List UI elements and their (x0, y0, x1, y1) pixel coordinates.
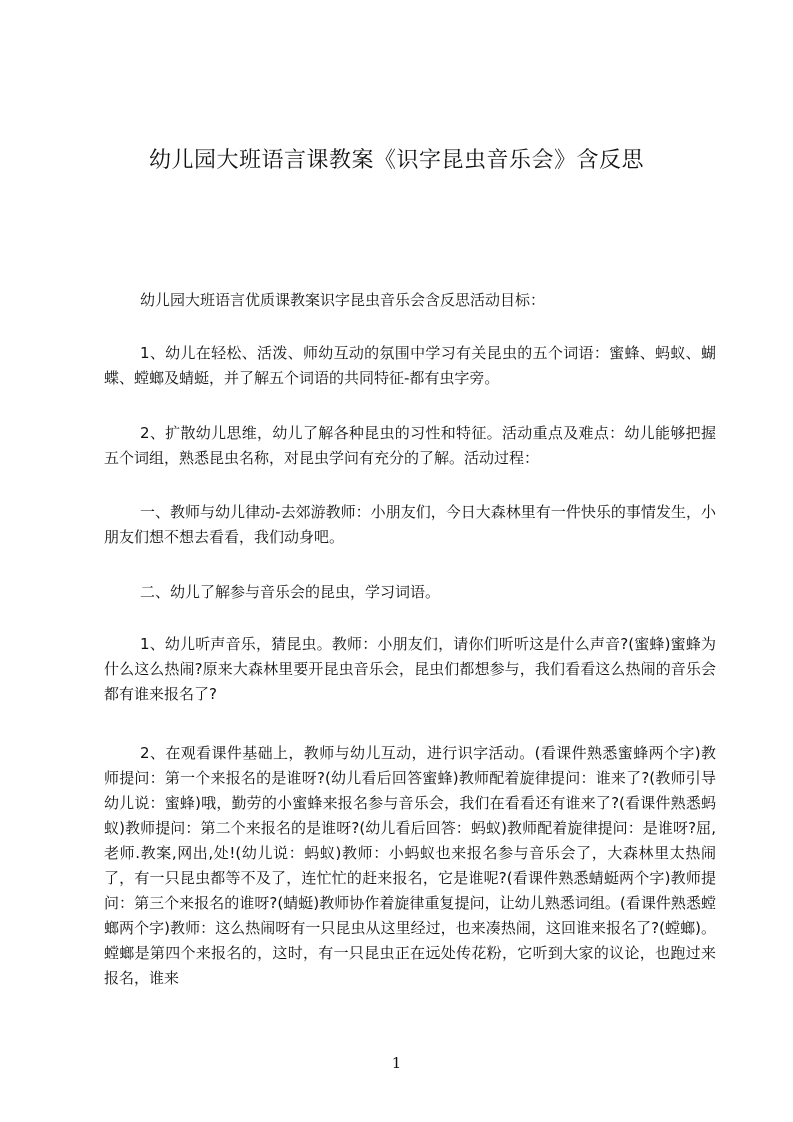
document-title: 幼儿园大班语言课教案《识字昆虫音乐会》含反思 (148, 148, 644, 173)
paragraph-step-2-2: 2、在观看课件基础上，教师与幼儿互动，进行识字活动。(看课件熟悉蜜蜂两个字)教师提问：第一个来报名的是谁呀?(幼儿看后回答蜜蜂)教师配着旋律提问：谁来了?(教师引导幼儿说：蜜蜂)哦，勤劳的小蜜蜂来报名参与音乐会，我们在看看还有谁来了?(看课件熟悉蚂蚁)教师提问：第二个来报名的是谁呀?(幼儿看后回答：蚂蚁)教师配着旋律提问：是谁呀?屈,老师.教案,网出,处!(幼儿说：蚂蚁)教师：小蚂蚁也来报名参与音乐会了，大森林里太热闹了，有一只昆虫都等不及了，连忙忙的赶来报名，它是谁呢?(看课件熟悉蜻蜓两个字)教师提问：第三个来报名的谁呀?(蜻蜓)教师协作着旋律重复提问，让幼儿熟悉词组。(看课件熟悉螳螂两个字)教师：这么热闹呀有一只昆虫从这里经过，也来凑热闹，这回谁来报名了?(螳螂)。螳螂是第四个来报名的，这时，有一只昆虫正在远处传花粉，它听到大家的议论，也跑过来报名，谁来 (104, 744, 716, 987)
paragraph-step-1: 一、教师与幼儿律动-去郊游教师：小朋友们，今日大森林里有一件快乐的事情发生，小朋友们想不想去看看，我们动身吧。 (104, 503, 716, 546)
page-number: 1 (391, 1054, 402, 1072)
paragraph-step-2: 二、幼儿了解参与音乐会的昆虫，学习词语。 (140, 583, 441, 601)
paragraph-step-2-1: 1、幼儿听声音乐，猜昆虫。教师：小朋友们，请你们听听这是什么声音?(蜜蜂)蜜蜂为什么这么热闹?原来大森林里要开昆虫音乐会，昆虫们都想参与，我们看看这么热闹的音乐会都有谁来报名了? (104, 635, 716, 703)
paragraph-objectives-intro: 幼儿园大班语言优质课教案识字昆虫音乐会含反思活动目标： (140, 291, 546, 309)
paragraph-objective-2: 2、扩散幼儿思维，幼儿了解各种昆虫的习性和特征。活动重点及难点：幼儿能够把握五个词组，熟悉昆虫名称，对昆虫学问有充分的了解。活动过程： (104, 424, 716, 467)
paragraph-objective-1: 1、幼儿在轻松、活泼、师幼互动的氛围中学习有关昆虫的五个词语：蜜蜂、蚂蚁、蝴蝶、螳螂及蜻蜓，并了解五个词语的共同特征-都有虫字旁。 (104, 344, 716, 387)
